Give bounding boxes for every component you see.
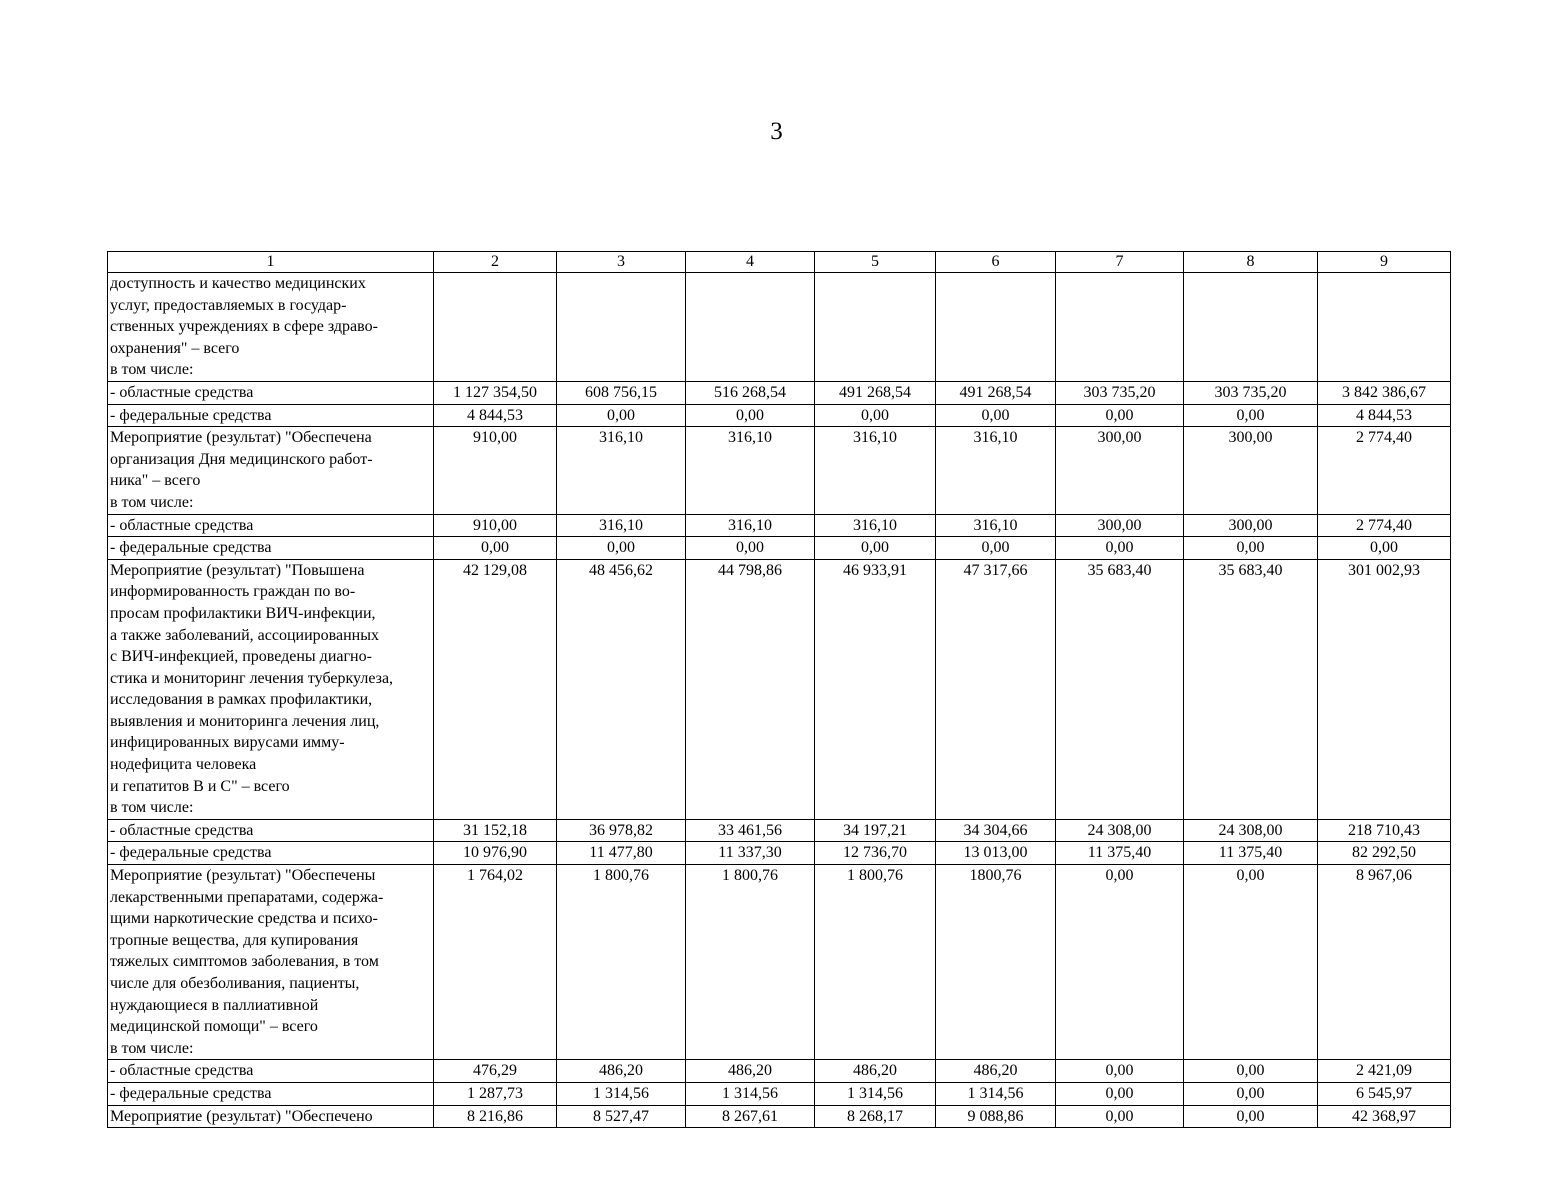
row-label-line: - областные средства — [110, 383, 254, 401]
value-cell: 1800,76 — [936, 865, 1056, 1060]
value-cell: 6 545,97 — [1318, 1082, 1451, 1105]
value-cell: 0,00 — [1184, 865, 1318, 1060]
row-label-cell — [108, 865, 434, 1060]
value-cell: 0,00 — [1056, 865, 1184, 1060]
value-cell — [1318, 273, 1451, 382]
row-label-cell — [108, 404, 434, 427]
value-cell: 491 268,54 — [815, 381, 936, 404]
row-label-line: организация Дня медицинского работ- — [110, 450, 373, 468]
row-label-cell — [108, 381, 434, 404]
row-label-line: Мероприятие (результат) "Повышена — [110, 561, 365, 579]
row-label-line: - областные средства — [110, 821, 254, 839]
value-cell: 301 002,93 — [1318, 559, 1451, 819]
row-label-line: с ВИЧ-инфекцией, проведены диагно- — [110, 648, 372, 666]
value-cell: 303 735,20 — [1056, 381, 1184, 404]
row-label-line: медицинской помощи" – всего — [110, 1018, 318, 1036]
header-cell: 3 — [557, 252, 686, 273]
row-label-line: в том числе: — [110, 361, 194, 379]
value-cell: 0,00 — [936, 537, 1056, 560]
table-row — [108, 1105, 1451, 1128]
value-cell: 0,00 — [936, 404, 1056, 427]
value-cell: 486,20 — [557, 1060, 686, 1083]
value-cell: 0,00 — [1056, 1082, 1184, 1105]
value-cell: 3 842 386,67 — [1318, 381, 1451, 404]
value-cell: 11 375,40 — [1056, 842, 1184, 865]
value-cell: 1 127 354,50 — [434, 381, 557, 404]
row-label-line: информированность граждан по во- — [110, 583, 356, 601]
value-cell: 11 375,40 — [1184, 842, 1318, 865]
row-label-cell — [108, 514, 434, 537]
table-body — [108, 252, 1451, 1128]
header-cell: 9 — [1318, 252, 1451, 273]
value-cell: 8 967,06 — [1318, 865, 1451, 1060]
row-label-line: ственных учреждениях в сфере здраво- — [110, 318, 378, 336]
value-cell: 8 216,86 — [434, 1105, 557, 1128]
value-cell: 13 013,00 — [936, 842, 1056, 865]
row-label-line: инфицированных вирусами имму- — [110, 734, 345, 752]
value-cell: 1 800,76 — [815, 865, 936, 1060]
value-cell: 1 800,76 — [686, 865, 815, 1060]
value-cell: 300,00 — [1184, 427, 1318, 514]
value-cell: 0,00 — [557, 537, 686, 560]
value-cell: 303 735,20 — [1184, 381, 1318, 404]
value-cell: 0,00 — [557, 404, 686, 427]
value-cell: 8 268,17 — [815, 1105, 936, 1128]
value-cell: 48 456,62 — [557, 559, 686, 819]
table-row — [108, 537, 1451, 560]
header-cell: 1 — [108, 252, 434, 273]
value-cell: 491 268,54 — [936, 381, 1056, 404]
value-cell: 24 308,00 — [1056, 819, 1184, 842]
value-cell: 33 461,56 — [686, 819, 815, 842]
value-cell: 42 368,97 — [1318, 1105, 1451, 1128]
row-label-cell — [108, 842, 434, 865]
row-label-line: в том числе: — [110, 1039, 194, 1057]
row-label-line: тяжелых симптомов заболевания, в том — [110, 953, 379, 971]
header-cell: 7 — [1056, 252, 1184, 273]
value-cell — [1056, 273, 1184, 382]
value-cell: 47 317,66 — [936, 559, 1056, 819]
row-label-line: - федеральные средства — [110, 1084, 272, 1102]
row-label-line: лекарственными препаратами, содержа- — [110, 888, 384, 906]
value-cell: 1 764,02 — [434, 865, 557, 1060]
value-cell: 0,00 — [1184, 537, 1318, 560]
value-cell — [434, 273, 557, 382]
row-label-line: исследования в рамках профилактики, — [110, 691, 373, 709]
value-cell: 0,00 — [1318, 537, 1451, 560]
table-row — [108, 381, 1451, 404]
value-cell: 316,10 — [686, 514, 815, 537]
value-cell: 218 710,43 — [1318, 819, 1451, 842]
row-label-cell — [108, 427, 434, 514]
value-cell: 31 152,18 — [434, 819, 557, 842]
value-cell: 0,00 — [686, 537, 815, 560]
row-label-cell — [108, 537, 434, 560]
row-label-line: услуг, предоставляемых в государ- — [110, 296, 347, 314]
value-cell: 0,00 — [1056, 404, 1184, 427]
value-cell: 476,29 — [434, 1060, 557, 1083]
value-cell: 300,00 — [1056, 514, 1184, 537]
value-cell: 0,00 — [1056, 1105, 1184, 1128]
row-label-line: в том числе: — [110, 493, 194, 511]
value-cell — [1184, 273, 1318, 382]
value-cell: 24 308,00 — [1184, 819, 1318, 842]
row-label-line: просам профилактики ВИЧ-инфекции, — [110, 604, 376, 622]
value-cell: 42 129,08 — [434, 559, 557, 819]
value-cell: 11 477,80 — [557, 842, 686, 865]
value-cell: 1 800,76 — [557, 865, 686, 1060]
value-cell: 316,10 — [936, 427, 1056, 514]
value-cell: 1 314,56 — [557, 1082, 686, 1105]
table-row — [108, 404, 1451, 427]
row-label-line: - областные средства — [110, 1062, 254, 1080]
value-cell: 300,00 — [1056, 427, 1184, 514]
row-label-line: ника" – всего — [110, 472, 201, 490]
row-label-cell — [108, 273, 434, 382]
row-label-line: доступность и качество медицинских — [110, 275, 366, 292]
value-cell: 8 267,61 — [686, 1105, 815, 1128]
table-row — [108, 865, 1451, 1060]
value-cell: 910,00 — [434, 514, 557, 537]
table-row — [108, 819, 1451, 842]
value-cell: 82 292,50 — [1318, 842, 1451, 865]
table-row — [108, 559, 1451, 819]
value-cell: 12 736,70 — [815, 842, 936, 865]
value-cell: 4 844,53 — [434, 404, 557, 427]
row-label-line: нуждающиеся в паллиативной — [110, 996, 319, 1014]
value-cell: 0,00 — [1184, 404, 1318, 427]
value-cell: 316,10 — [686, 427, 815, 514]
value-cell: 0,00 — [1184, 1105, 1318, 1128]
row-label-cell — [108, 1060, 434, 1083]
value-cell: 316,10 — [815, 427, 936, 514]
row-label-cell — [108, 1105, 434, 1128]
value-cell: 910,00 — [434, 427, 557, 514]
value-cell: 1 314,56 — [936, 1082, 1056, 1105]
row-label-line: Мероприятие (результат) "Обеспечены — [110, 867, 376, 885]
table-row — [108, 427, 1451, 514]
table-row — [108, 273, 1451, 382]
value-cell: 0,00 — [1056, 1060, 1184, 1083]
value-cell: 316,10 — [557, 514, 686, 537]
row-label-cell — [108, 1082, 434, 1105]
row-label-line: а также заболеваний, ассоциированных — [110, 626, 379, 644]
value-cell: 9 088,86 — [936, 1105, 1056, 1128]
value-cell: 8 527,47 — [557, 1105, 686, 1128]
value-cell: 0,00 — [1056, 537, 1184, 560]
value-cell: 35 683,40 — [1184, 559, 1318, 819]
row-label-cell — [108, 559, 434, 819]
value-cell — [686, 273, 815, 382]
value-cell — [815, 273, 936, 382]
value-cell — [936, 273, 1056, 382]
table-row — [108, 1060, 1451, 1083]
row-label-line: нодефицита человека — [110, 756, 257, 774]
row-label-line: охранения" – всего — [110, 339, 240, 357]
budget-table — [107, 251, 1451, 1128]
value-cell: 34 197,21 — [815, 819, 936, 842]
header-cell: 8 — [1184, 252, 1318, 273]
header-cell: 6 — [936, 252, 1056, 273]
value-cell: 34 304,66 — [936, 819, 1056, 842]
value-cell: 44 798,86 — [686, 559, 815, 819]
value-cell: 516 268,54 — [686, 381, 815, 404]
table-row — [108, 1082, 1451, 1105]
row-label-line: - федеральные средства — [110, 406, 272, 424]
value-cell: 1 314,56 — [686, 1082, 815, 1105]
row-label-line: Мероприятие (результат) "Обеспечено — [110, 1107, 373, 1125]
row-label-line: стика и мониторинг лечения туберкулеза, — [110, 669, 394, 687]
value-cell: 36 978,82 — [557, 819, 686, 842]
value-cell: 11 337,30 — [686, 842, 815, 865]
value-cell: 2 774,40 — [1318, 514, 1451, 537]
value-cell: 0,00 — [686, 404, 815, 427]
table-row — [108, 842, 1451, 865]
value-cell: 316,10 — [557, 427, 686, 514]
value-cell — [557, 273, 686, 382]
row-label-line: и гепатитов B и C" – всего — [110, 777, 290, 795]
row-label-line: - областные средства — [110, 516, 254, 534]
value-cell: 2 421,09 — [1318, 1060, 1451, 1083]
row-label-line: - федеральные средства — [110, 844, 272, 862]
value-cell: 1 287,73 — [434, 1082, 557, 1105]
value-cell: 0,00 — [815, 537, 936, 560]
row-label-line: числе для обезболивания, пациенты, — [110, 975, 360, 992]
value-cell: 2 774,40 — [1318, 427, 1451, 514]
value-cell: 0,00 — [434, 537, 557, 560]
header-cell: 5 — [815, 252, 936, 273]
row-label-line: тропные вещества, для купирования — [110, 931, 359, 949]
value-cell: 35 683,40 — [1056, 559, 1184, 819]
value-cell: 4 844,53 — [1318, 404, 1451, 427]
page-number: 3 — [770, 118, 783, 145]
value-cell: 300,00 — [1184, 514, 1318, 537]
header-cell: 4 — [686, 252, 815, 273]
value-cell: 0,00 — [1184, 1082, 1318, 1105]
value-cell: 316,10 — [936, 514, 1056, 537]
value-cell: 316,10 — [815, 514, 936, 537]
value-cell: 10 976,90 — [434, 842, 557, 865]
value-cell: 46 933,91 — [815, 559, 936, 819]
value-cell: 1 314,56 — [815, 1082, 936, 1105]
row-label-cell — [108, 819, 434, 842]
value-cell: 486,20 — [815, 1060, 936, 1083]
value-cell: 0,00 — [815, 404, 936, 427]
row-label-line: щими наркотические средства и психо- — [110, 910, 378, 928]
value-cell: 608 756,15 — [557, 381, 686, 404]
row-label-line: Мероприятие (результат) "Обеспечена — [110, 429, 372, 447]
value-cell: 486,20 — [686, 1060, 815, 1083]
value-cell: 486,20 — [936, 1060, 1056, 1083]
header-cell: 2 — [434, 252, 557, 273]
value-cell: 0,00 — [1184, 1060, 1318, 1083]
table-header-row — [108, 252, 1451, 273]
row-label-line: выявления и мониторинга лечения лиц, — [110, 712, 380, 730]
row-label-line: - федеральные средства — [110, 539, 272, 557]
row-label-line: в том числе: — [110, 799, 194, 817]
table-row — [108, 514, 1451, 537]
